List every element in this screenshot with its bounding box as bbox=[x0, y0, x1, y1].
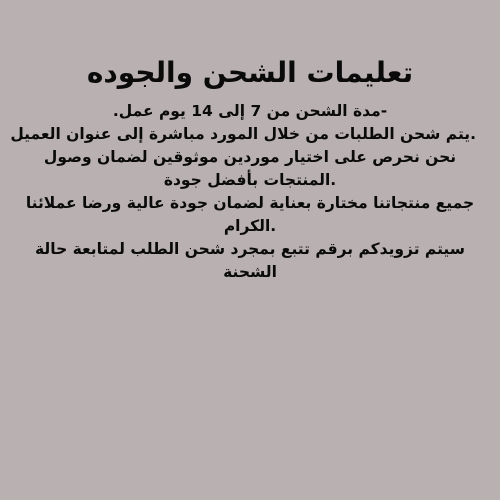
page-title: تعليمات الشحن والجوده bbox=[86, 56, 414, 89]
text-line: جميع منتجاتنا مختارة بعناية لضمان جودة عالية ورضا عملائنا bbox=[25, 194, 475, 212]
text-line: الشحنة bbox=[223, 263, 277, 281]
text-line: .يتم شحن الطلبات من خلال المورد مباشرة إلى عنوان العميل bbox=[10, 125, 476, 143]
text-line: -مدة الشحن من 7 إلى 14 يوم عمل. bbox=[112, 102, 388, 120]
instructions-text bbox=[10, 100, 476, 284]
text-line: .المنتجات بأفضل جودة bbox=[163, 171, 337, 189]
text-line: .الكرام bbox=[223, 217, 277, 235]
text-line: سيتم تزويدكم برقم تتبع بمجرد شحن الطلب لمتابعة حالة bbox=[35, 240, 465, 258]
text-line: نحن نحرص على اختيار موردين موثوقين لضمان وصول bbox=[43, 148, 457, 166]
